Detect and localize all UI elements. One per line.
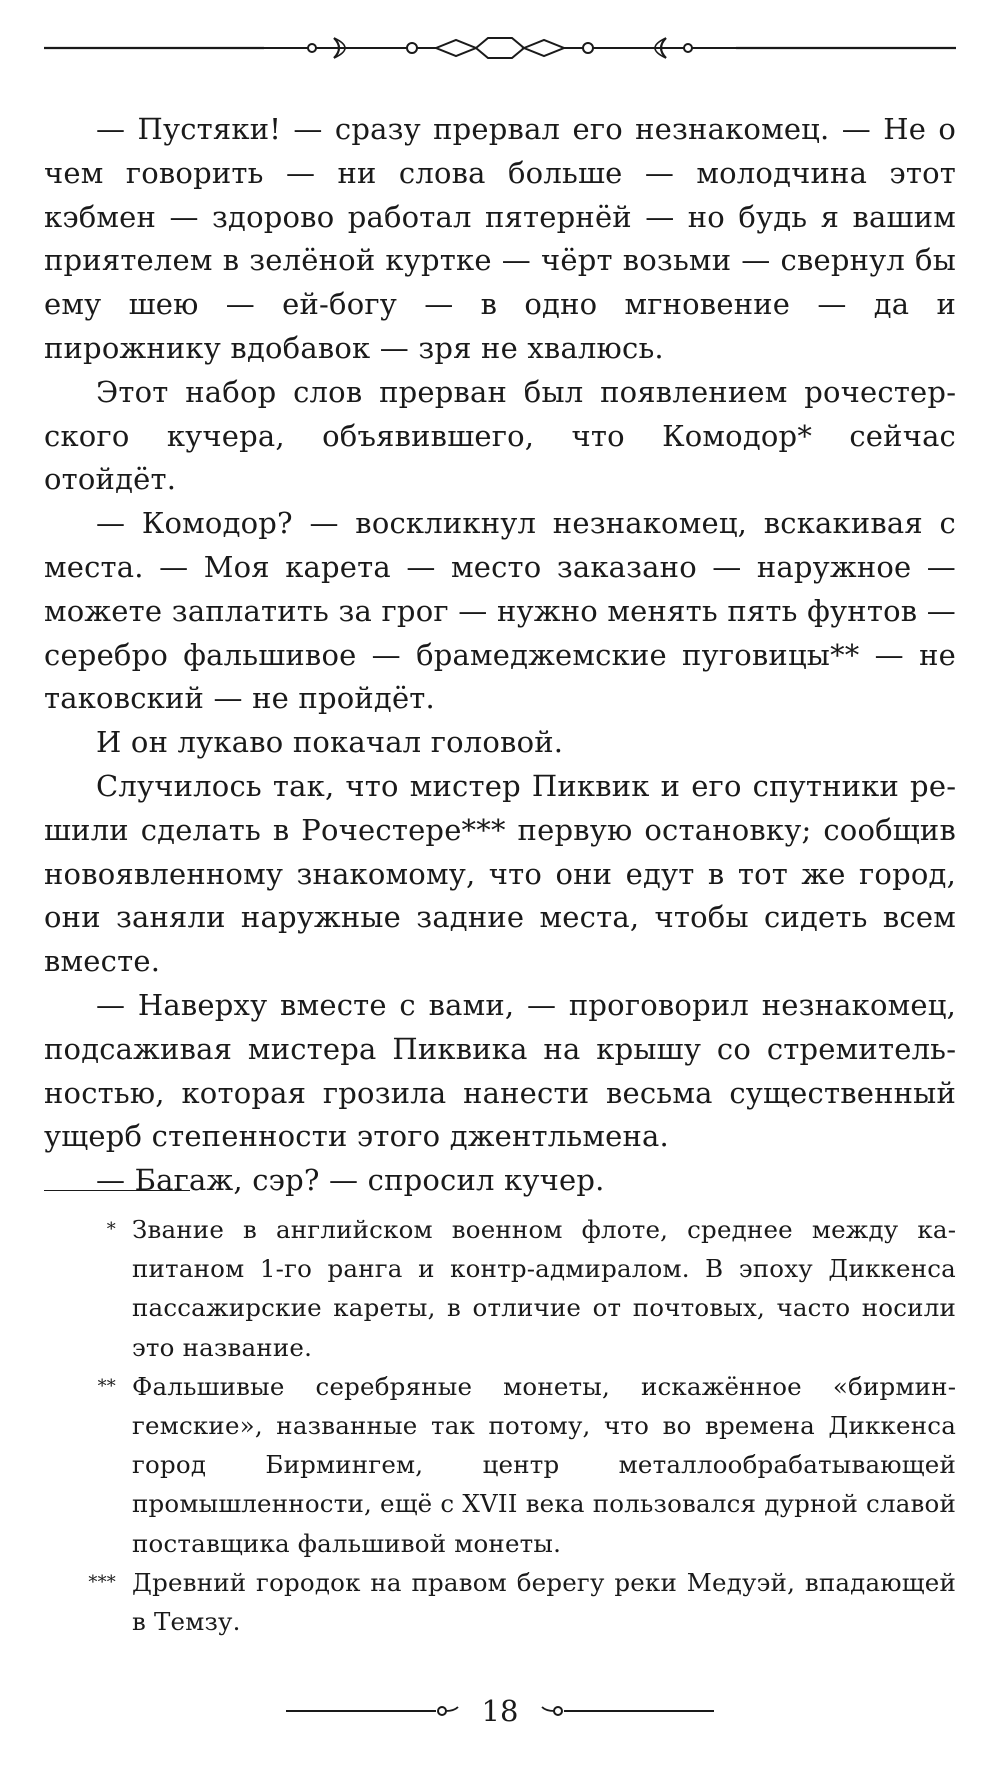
footer-ornament-left: [286, 1698, 466, 1724]
paragraph: — Багаж, сэр? — спросил кучер.: [96, 1163, 605, 1198]
paragraph: Этот набор слов прерван был появлением рочестерского кучера, объявившего, что Комодор* сейчас отойдёт.: [44, 374, 956, 497]
footer-ornament-right: [534, 1698, 714, 1724]
footnote-text: Звание в английском военном флоте, среднее между капитаном 1-го ранга и контр-адмиралом. В эпоху Диккенса пассажирские кареты, в отличие от почтовых, часто носили это название.: [132, 1215, 956, 1362]
footnote-mark: ***: [88, 1571, 116, 1593]
footnote-mark: **: [97, 1375, 116, 1397]
top-ornament: [44, 30, 956, 66]
main-text: [44, 108, 956, 1203]
page-footer: [0, 1690, 1000, 1734]
page-number: 18: [481, 1694, 519, 1728]
paragraph: — Наверху вместе с вами, — проговорил незнакомец, подсаживая мистера Пиквика на крышу со стремительностью, которая грозила нанести весьма существенный ущерб степенности этого джентльмена.: [44, 987, 956, 1154]
paragraph: — Пустяки! — сразу прервал его незнакомец. — Не о чем говорить — ни слова больше — молодчина этот кэбмен — здорово работал пятернёй — но будь я вашим приятелем в зелёной куртке — чёрт возьми — свернул бы ему шею — ей-богу — в одно мгновение — да и пирожнику вдобавок — зря не хвалюсь.: [44, 112, 956, 365]
paragraph: Случилось так, что мистер Пиквик и его спутники решили сделать в Рочестере*** первую остановку; сообщив новоявленному знакомому, что они едут в тот же город, они заняли наружные задние места, чтобы сидеть всем вместе.: [44, 768, 956, 979]
paragraph: — Комодор? — воскликнул незнакомец, вскакивая с места. — Моя карета — место заказано — наружное — можете заплатить за грог — нужно менять пять фунтов — серебро фальшивое — брамеджемские пуговицы** — не таковский — не пройдёт.: [44, 506, 956, 716]
footnote: [44, 1367, 956, 1563]
footnote-text: Древний городок на правом берегу реки Медуэй, впадающей в Темзу.: [132, 1567, 956, 1637]
footnote: [44, 1563, 956, 1641]
footnote-separator: [44, 1190, 190, 1191]
footnote: [44, 1210, 956, 1367]
footnotes: [44, 1210, 956, 1641]
paragraph: И он лукаво покачал головой.: [96, 725, 564, 760]
footnote-text: Фальшивые серебряные монеты, искажённое «бирмингемские», названные так потому, что во времена Диккенса город Бирмингем, центр металлообрабатывающей промышленности, ещё с XVII века пользовался дурной славой поставщика фальшивой монеты.: [132, 1371, 956, 1558]
footnote-mark: *: [106, 1219, 116, 1240]
